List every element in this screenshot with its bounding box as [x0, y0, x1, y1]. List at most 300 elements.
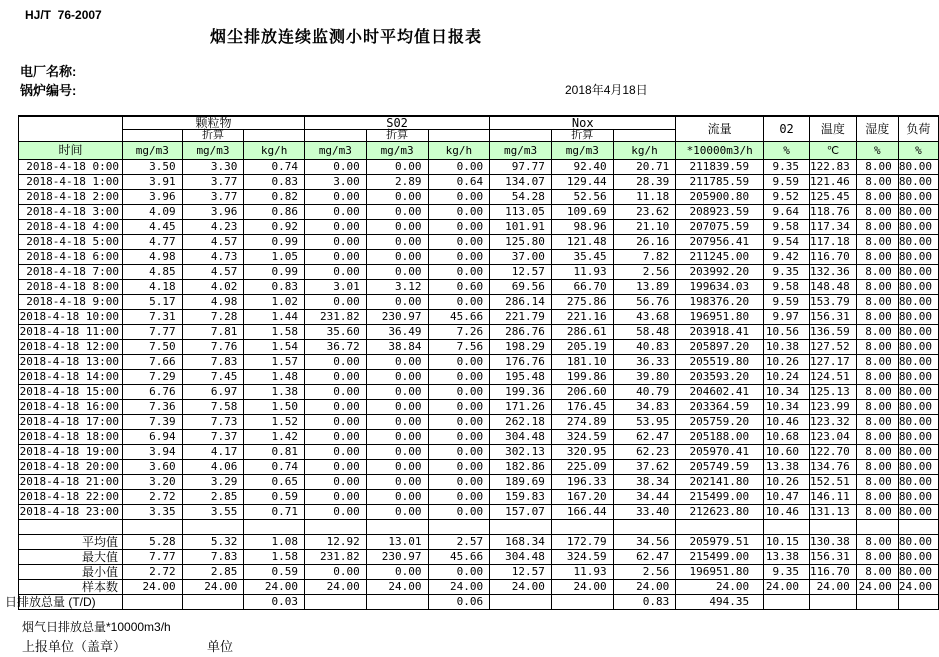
value-cell: 0.00 — [305, 430, 367, 445]
value-cell — [122, 520, 182, 535]
value-cell — [856, 520, 898, 535]
value-cell: 35.60 — [305, 325, 367, 340]
value-cell: 176.45 — [551, 400, 613, 415]
value-cell: 274.89 — [551, 415, 613, 430]
value-cell: 9.97 — [764, 310, 810, 325]
value-cell: 3.96 — [182, 205, 244, 220]
value-cell: 130.38 — [810, 535, 857, 550]
value-cell: 4.18 — [122, 280, 182, 295]
value-cell: 4.77 — [122, 235, 182, 250]
value-cell: 3.29 — [182, 475, 244, 490]
value-cell: 0.83 — [244, 280, 305, 295]
value-cell: 0.59 — [244, 490, 305, 505]
value-cell: 92.40 — [551, 160, 613, 175]
value-cell — [305, 520, 367, 535]
value-cell: 8.00 — [856, 250, 898, 265]
value-cell: 123.32 — [810, 415, 857, 430]
time-cell: 2018-4-18 11:00 — [19, 325, 123, 340]
time-cell: 2018-4-18 12:00 — [19, 340, 123, 355]
value-cell: 153.79 — [810, 295, 857, 310]
value-cell: 62.47 — [613, 430, 676, 445]
value-cell: 10.56 — [764, 325, 810, 340]
value-cell: 69.56 — [490, 280, 552, 295]
value-cell: 0.60 — [428, 280, 490, 295]
table-row — [19, 220, 939, 235]
value-cell: 1.02 — [244, 295, 305, 310]
value-cell: 113.05 — [490, 205, 552, 220]
table-row — [19, 400, 939, 415]
value-cell: 13.01 — [366, 535, 428, 550]
value-cell — [244, 520, 305, 535]
value-cell — [122, 595, 182, 610]
value-cell: 8.00 — [856, 280, 898, 295]
summary-label: 样本数 — [19, 580, 123, 595]
value-cell: 4.73 — [182, 250, 244, 265]
value-cell: 28.39 — [613, 175, 676, 190]
value-cell: 11.93 — [551, 565, 613, 580]
value-cell: 10.26 — [764, 475, 810, 490]
value-cell: 24.00 — [305, 580, 367, 595]
value-cell: 0.00 — [366, 490, 428, 505]
value-cell: 206.60 — [551, 385, 613, 400]
value-cell: 10.15 — [764, 535, 810, 550]
value-cell: 80.00 — [898, 355, 938, 370]
value-cell: 203992.20 — [676, 265, 764, 280]
value-cell: 24.00 — [182, 580, 244, 595]
value-cell: 80.00 — [898, 340, 938, 355]
humidity-header: 湿度 — [856, 116, 898, 142]
value-cell: 24.00 — [244, 580, 305, 595]
value-cell — [764, 595, 810, 610]
boiler-no-label: 锅炉编号: — [20, 83, 77, 98]
summary-label: 最大值 — [19, 550, 123, 565]
o2-header: 02 — [764, 116, 810, 142]
value-cell: 8.00 — [856, 505, 898, 520]
value-cell: 13.38 — [764, 460, 810, 475]
time-cell: 2018-4-18 23:00 — [19, 505, 123, 520]
value-cell: 0.71 — [244, 505, 305, 520]
value-cell: 134.76 — [810, 460, 857, 475]
value-cell: 40.79 — [613, 385, 676, 400]
unit-cell: % — [856, 142, 898, 160]
unit-cell: kg/h — [428, 142, 490, 160]
value-cell: 204602.41 — [676, 385, 764, 400]
value-cell: 304.48 — [490, 430, 552, 445]
value-cell: 2.85 — [182, 565, 244, 580]
value-cell: 207956.41 — [676, 235, 764, 250]
unit-cell: ℃ — [810, 142, 857, 160]
unit-cell: mg/m3 — [366, 142, 428, 160]
value-cell: 5.32 — [182, 535, 244, 550]
standard-number: HJ/T 76-2007 — [25, 8, 102, 22]
value-cell: 0.00 — [366, 235, 428, 250]
value-cell: 10.46 — [764, 505, 810, 520]
value-cell: 152.51 — [810, 475, 857, 490]
converted-subheader-pm: 折算 — [182, 130, 244, 142]
time-cell: 2018-4-18 16:00 — [19, 400, 123, 415]
value-cell — [366, 520, 428, 535]
value-cell: 159.83 — [490, 490, 552, 505]
value-cell: 54.28 — [490, 190, 552, 205]
value-cell: 182.86 — [490, 460, 552, 475]
value-cell: 10.38 — [764, 340, 810, 355]
value-cell: 3.20 — [122, 475, 182, 490]
value-cell: 2.57 — [428, 535, 490, 550]
value-cell: 8.00 — [856, 295, 898, 310]
value-cell: 198376.20 — [676, 295, 764, 310]
value-cell: 0.00 — [428, 235, 490, 250]
value-cell: 36.33 — [613, 355, 676, 370]
value-cell: 181.10 — [551, 355, 613, 370]
time-cell: 2018-4-18 19:00 — [19, 445, 123, 460]
value-cell: 2.56 — [613, 565, 676, 580]
value-cell: 8.00 — [856, 235, 898, 250]
value-cell: 205970.41 — [676, 445, 764, 460]
value-cell: 0.83 — [244, 175, 305, 190]
value-cell: 122.83 — [810, 160, 857, 175]
value-cell: 9.58 — [764, 220, 810, 235]
value-cell — [305, 595, 367, 610]
value-cell: 0.00 — [428, 475, 490, 490]
value-cell: 0.82 — [244, 190, 305, 205]
value-cell: 24.00 — [122, 580, 182, 595]
converted-subheader-nox: 折算 — [551, 130, 613, 142]
value-cell — [551, 520, 613, 535]
value-cell: 4.06 — [182, 460, 244, 475]
value-cell: 12.92 — [305, 535, 367, 550]
value-cell: 11.93 — [551, 265, 613, 280]
value-cell: 0.00 — [428, 220, 490, 235]
value-cell: 215499.00 — [676, 490, 764, 505]
blank-subheader — [122, 130, 182, 142]
flow-header: 流量 — [676, 116, 764, 142]
value-cell: 125.13 — [810, 385, 857, 400]
value-cell: 24.00 — [613, 580, 676, 595]
value-cell: 3.30 — [182, 160, 244, 175]
value-cell: 3.91 — [122, 175, 182, 190]
value-cell: 1.05 — [244, 250, 305, 265]
value-cell: 7.83 — [182, 550, 244, 565]
blank-subheader — [428, 130, 490, 142]
value-cell: 8.00 — [856, 460, 898, 475]
value-cell: 3.12 — [366, 280, 428, 295]
value-cell: 10.34 — [764, 400, 810, 415]
plant-name-label: 电厂名称: — [20, 64, 77, 79]
value-cell: 98.96 — [551, 220, 613, 235]
value-cell: 80.00 — [898, 385, 938, 400]
value-cell: 2.72 — [122, 565, 182, 580]
value-cell: 80.00 — [898, 550, 938, 565]
value-cell: 208923.59 — [676, 205, 764, 220]
value-cell: 9.59 — [764, 295, 810, 310]
value-cell: 167.20 — [551, 490, 613, 505]
value-cell — [898, 595, 938, 610]
value-cell: 5.17 — [122, 295, 182, 310]
value-cell: 8.00 — [856, 190, 898, 205]
value-cell: 125.45 — [810, 190, 857, 205]
value-cell: 205900.80 — [676, 190, 764, 205]
value-cell: 4.98 — [182, 295, 244, 310]
value-cell: 0.03 — [244, 595, 305, 610]
time-cell: 2018-4-18 17:00 — [19, 415, 123, 430]
value-cell: 0.59 — [244, 565, 305, 580]
value-cell: 8.00 — [856, 220, 898, 235]
value-cell: 36.49 — [366, 325, 428, 340]
value-cell: 80.00 — [898, 160, 938, 175]
table-row — [19, 175, 939, 190]
value-cell: 3.94 — [122, 445, 182, 460]
value-cell: 80.00 — [898, 325, 938, 340]
value-cell: 39.80 — [613, 370, 676, 385]
value-cell: 8.00 — [856, 265, 898, 280]
time-cell: 2018-4-18 5:00 — [19, 235, 123, 250]
value-cell: 494.35 — [676, 595, 764, 610]
value-cell: 0.00 — [305, 295, 367, 310]
table-row — [19, 340, 939, 355]
value-cell: 4.57 — [182, 235, 244, 250]
value-cell: 37.62 — [613, 460, 676, 475]
value-cell: 8.00 — [856, 325, 898, 340]
value-cell: 320.95 — [551, 445, 613, 460]
value-cell: 7.83 — [182, 355, 244, 370]
value-cell: 8.00 — [856, 415, 898, 430]
value-cell: 0.00 — [428, 205, 490, 220]
value-cell: 9.35 — [764, 565, 810, 580]
value-cell: 7.28 — [182, 310, 244, 325]
value-cell: 199634.03 — [676, 280, 764, 295]
table-row — [19, 265, 939, 280]
time-cell: 2018-4-18 1:00 — [19, 175, 123, 190]
temperature-header: 温度 — [810, 116, 857, 142]
value-cell: 0.00 — [366, 415, 428, 430]
value-cell: 80.00 — [898, 505, 938, 520]
value-cell: 0.00 — [305, 370, 367, 385]
value-cell: 0.00 — [305, 250, 367, 265]
summary-label: 平均值 — [19, 535, 123, 550]
table-row — [19, 385, 939, 400]
value-cell — [428, 520, 490, 535]
value-cell: 205759.20 — [676, 415, 764, 430]
unit-cell: kg/h — [244, 142, 305, 160]
table-row — [19, 355, 939, 370]
value-cell: 34.44 — [613, 490, 676, 505]
value-cell: 131.13 — [810, 505, 857, 520]
value-cell: 24.00 — [428, 580, 490, 595]
value-cell: 0.99 — [244, 235, 305, 250]
value-cell: 7.56 — [428, 340, 490, 355]
value-cell: 1.54 — [244, 340, 305, 355]
value-cell: 80.00 — [898, 265, 938, 280]
value-cell: 12.57 — [490, 265, 552, 280]
value-cell: 0.74 — [244, 460, 305, 475]
value-cell: 0.81 — [244, 445, 305, 460]
time-cell: 2018-4-18 0:00 — [19, 160, 123, 175]
value-cell: 0.00 — [305, 445, 367, 460]
value-cell: 1.08 — [244, 535, 305, 550]
value-cell: 80.00 — [898, 205, 938, 220]
time-cell: 2018-4-18 10:00 — [19, 310, 123, 325]
time-cell: 2018-4-18 21:00 — [19, 475, 123, 490]
value-cell: 0.00 — [366, 250, 428, 265]
value-cell: 10.34 — [764, 385, 810, 400]
time-cell: 2018-4-18 8:00 — [19, 280, 123, 295]
value-cell: 304.48 — [490, 550, 552, 565]
value-cell: 205.19 — [551, 340, 613, 355]
value-cell: 1.38 — [244, 385, 305, 400]
value-cell: 0.00 — [366, 265, 428, 280]
value-cell: 33.40 — [613, 505, 676, 520]
value-cell: 0.00 — [428, 265, 490, 280]
value-cell: 0.00 — [366, 475, 428, 490]
value-cell: 205188.00 — [676, 430, 764, 445]
reporting-unit-label: 上报单位（盖章） — [22, 639, 127, 654]
spacer-row — [19, 520, 939, 535]
value-cell: 1.48 — [244, 370, 305, 385]
value-cell: 7.50 — [122, 340, 182, 355]
value-cell: 5.28 — [122, 535, 182, 550]
time-col-head-blank — [19, 116, 123, 142]
value-cell: 1.58 — [244, 325, 305, 340]
value-cell: 80.00 — [898, 370, 938, 385]
summary-label: 最小值 — [19, 565, 123, 580]
total-row — [19, 595, 939, 610]
value-cell: 3.35 — [122, 505, 182, 520]
value-cell: 35.45 — [551, 250, 613, 265]
value-cell: 230.97 — [366, 550, 428, 565]
value-cell — [490, 595, 552, 610]
value-cell: 13.38 — [764, 550, 810, 565]
value-cell: 12.57 — [490, 565, 552, 580]
value-cell: 0.00 — [366, 370, 428, 385]
value-cell: 189.69 — [490, 475, 552, 490]
value-cell: 80.00 — [898, 535, 938, 550]
time-cell: 2018-4-18 14:00 — [19, 370, 123, 385]
value-cell: 127.17 — [810, 355, 857, 370]
value-cell: 0.00 — [428, 370, 490, 385]
table-row — [19, 310, 939, 325]
value-cell: 0.92 — [244, 220, 305, 235]
value-cell: 9.35 — [764, 265, 810, 280]
value-cell: 196951.80 — [676, 565, 764, 580]
report-date: 2018年4月18日 — [565, 83, 648, 97]
table-row — [19, 460, 939, 475]
value-cell: 80.00 — [898, 175, 938, 190]
value-cell: 0.00 — [428, 250, 490, 265]
unit-cell: mg/m3 — [182, 142, 244, 160]
value-cell: 58.48 — [613, 325, 676, 340]
time-cell: 2018-4-18 18:00 — [19, 430, 123, 445]
value-cell: 3.77 — [182, 190, 244, 205]
value-cell: 7.26 — [428, 325, 490, 340]
value-cell: 11.18 — [613, 190, 676, 205]
value-cell: 212623.80 — [676, 505, 764, 520]
value-cell: 8.00 — [856, 400, 898, 415]
value-cell: 80.00 — [898, 415, 938, 430]
value-cell: 171.26 — [490, 400, 552, 415]
unit-cell: kg/h — [613, 142, 676, 160]
value-cell: 124.51 — [810, 370, 857, 385]
value-cell: 0.00 — [305, 415, 367, 430]
value-cell: 9.42 — [764, 250, 810, 265]
value-cell: 0.00 — [305, 205, 367, 220]
value-cell: 13.89 — [613, 280, 676, 295]
table-row — [19, 505, 939, 520]
pm-group-header: 颗粒物 — [122, 116, 304, 130]
value-cell: 8.00 — [856, 430, 898, 445]
value-cell: 196.33 — [551, 475, 613, 490]
value-cell — [810, 595, 857, 610]
table-row — [19, 280, 939, 295]
value-cell: 9.52 — [764, 190, 810, 205]
value-cell: 38.34 — [613, 475, 676, 490]
value-cell: 62.23 — [613, 445, 676, 460]
value-cell: 8.00 — [856, 370, 898, 385]
value-cell: 0.00 — [428, 355, 490, 370]
value-cell: 117.34 — [810, 220, 857, 235]
value-cell: 0.00 — [305, 385, 367, 400]
time-cell: 2018-4-18 15:00 — [19, 385, 123, 400]
value-cell: 4.85 — [122, 265, 182, 280]
value-cell: 324.59 — [551, 430, 613, 445]
monitoring-table — [5, 115, 939, 610]
value-cell: 0.00 — [366, 160, 428, 175]
value-cell: 10.47 — [764, 490, 810, 505]
value-cell: 7.76 — [182, 340, 244, 355]
value-cell: 80.00 — [898, 460, 938, 475]
table-row — [19, 295, 939, 310]
report-title: 烟尘排放连续监测小时平均值日报表 — [210, 29, 483, 46]
value-cell: 302.13 — [490, 445, 552, 460]
table-row — [19, 235, 939, 250]
value-cell: 275.86 — [551, 295, 613, 310]
so2-group-header: S02 — [305, 116, 490, 130]
value-cell: 4.17 — [182, 445, 244, 460]
time-cell: 2018-4-18 7:00 — [19, 265, 123, 280]
value-cell: 24.00 — [676, 580, 764, 595]
value-cell: 199.86 — [551, 370, 613, 385]
value-cell: 53.95 — [613, 415, 676, 430]
value-cell: 24.00 — [810, 580, 857, 595]
value-cell: 80.00 — [898, 235, 938, 250]
table-row — [19, 430, 939, 445]
value-cell: 10.26 — [764, 355, 810, 370]
value-cell: 136.59 — [810, 325, 857, 340]
value-cell: 3.50 — [122, 160, 182, 175]
value-cell: 125.80 — [490, 235, 552, 250]
value-cell: 195.48 — [490, 370, 552, 385]
value-cell: 8.00 — [856, 355, 898, 370]
value-cell: 166.44 — [551, 505, 613, 520]
value-cell: 40.83 — [613, 340, 676, 355]
time-cell: 2018-4-18 9:00 — [19, 295, 123, 310]
value-cell: 118.76 — [810, 205, 857, 220]
value-cell: 8.00 — [856, 490, 898, 505]
value-cell: 24.00 — [898, 580, 938, 595]
value-cell: 80.00 — [898, 490, 938, 505]
unit-cell: mg/m3 — [305, 142, 367, 160]
value-cell: 0.64 — [428, 175, 490, 190]
value-cell: 0.00 — [305, 505, 367, 520]
value-cell — [856, 595, 898, 610]
value-cell: 4.57 — [182, 265, 244, 280]
summary-row — [19, 565, 939, 580]
value-cell — [898, 520, 938, 535]
value-cell: 121.48 — [551, 235, 613, 250]
value-cell: 36.72 — [305, 340, 367, 355]
value-cell: 9.64 — [764, 205, 810, 220]
value-cell: 8.00 — [856, 565, 898, 580]
value-cell: 203918.41 — [676, 325, 764, 340]
